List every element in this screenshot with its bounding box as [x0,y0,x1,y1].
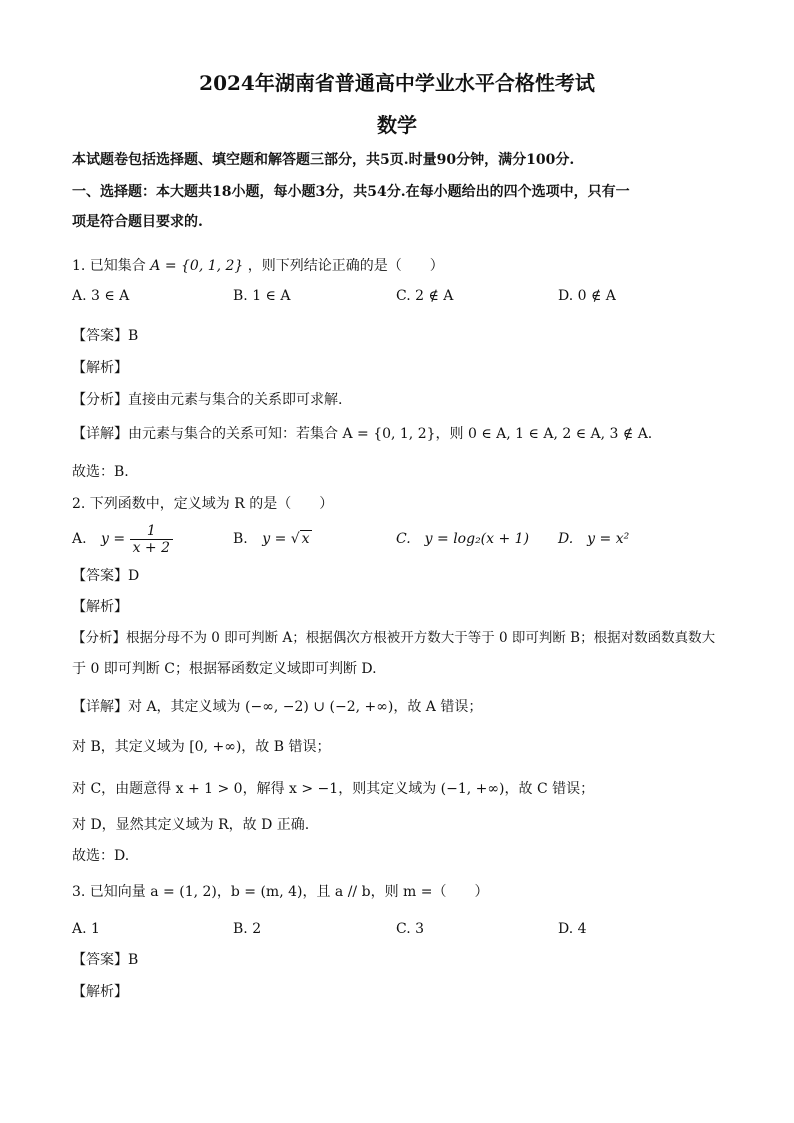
q2-analysis-line2: 于 0 即可判断 C；根据幂函数定义域即可判断 D. [72,661,377,677]
q2-stem: 2. 下列函数中，定义域为 R 的是（ ） [72,496,334,512]
q2-answer: 【答案】D [72,568,140,584]
subject-title: 数学 [377,113,417,137]
q1-option-c: C. 2 ∉ A [396,288,454,304]
q2-option-b-root-sign: √ [290,531,300,547]
q1-stem-post: ，则下列结论正确的是（ ） [247,258,444,274]
q2-option-b-lhs: y = [262,531,287,547]
section1-line1: 一、选择题：本大题共18小题，每小题3分，共54分.在每小题给出的四个选项中，只有一 [72,184,630,200]
q1-set-expr: A = {0, 1, 2} [150,258,244,274]
q3-option-b: B. 2 [233,921,262,937]
q2-option-a-denominator: x + 2 [132,539,170,556]
q3-option-a: A. 1 [72,921,100,937]
q2-option-b-radicand: x [301,531,310,547]
q2-option-d: D. y = x² [558,531,630,547]
section1-line2: 项是符合题目要求的. [72,214,203,230]
q1-analysis: 【分析】直接由元素与集合的关系即可求解. [72,392,343,408]
q2-choose: 故选：D. [72,848,130,864]
q3-answer: 【答案】B [72,952,139,968]
q2-option-a [72,522,173,556]
q3-stem: 3. 已知向量 a = (1, 2)，b = (m, 4)，且 a // b，则 m =（ ） [72,884,489,900]
q2-option-c: C. y = log₂(x + 1) [396,531,530,547]
q1-stem [72,256,444,276]
q3-analysis-label: 【解析】 [72,984,128,1000]
q1-option-a: A. 3 ∈ A [72,288,130,304]
q2-option-a-fraction [130,523,173,556]
q1-option-b: B. 1 ∈ A [233,288,291,304]
intro-text: 本试题卷包括选择题、填空题和解答题三部分，共5页.时量90分钟，满分100分. [72,152,575,168]
q3-option-c: C. 3 [396,921,425,937]
doc-title: 2024年湖南省普通高中学业水平合格性考试 [199,71,595,95]
q2-detail-a: 【详解】对 A，其定义域为 (−∞, −2) ∪ (−2, +∞)，故 A 错误； [72,699,483,715]
q2-analysis-label: 【解析】 [72,599,128,615]
q1-stem-pre: 1. 已知集合 [72,258,146,274]
q2-option-a-lhs: y = [101,531,126,547]
q2-detail-b: 对 B，其定义域为 [0, +∞)，故 B 错误； [72,739,331,755]
q2-option-b-label: B. [233,531,248,547]
q2-option-a-label: A. [72,531,87,547]
q2-detail-d: 对 D，显然其定义域为 R，故 D 正确. [72,817,310,833]
q1-choose: 故选：B. [72,464,129,480]
q2-option-b [233,529,312,549]
q3-option-d: D. 4 [558,921,587,937]
q2-detail-c: 对 C，由题意得 x + 1 > 0，解得 x > −1，则其定义域为 (−1, +∞)，故 C 错误； [72,781,595,797]
q1-answer: 【答案】B [72,328,139,344]
q1-detail: 【详解】由元素与集合的关系可知：若集合 A = {0, 1, 2}，则 0 ∈ A, 1 ∈ A, 2 ∈ A, 3 ∉ A. [72,426,653,442]
q2-option-a-numerator: 1 [130,523,173,540]
q2-analysis-line1: 【分析】根据分母不为 0 即可判断 A；根据偶次方根被开方数大于等于 0 即可判断 B；根据对数函数真数大 [72,630,716,646]
q1-option-d: D. 0 ∉ A [558,288,616,304]
q1-analysis-label: 【解析】 [72,360,128,376]
